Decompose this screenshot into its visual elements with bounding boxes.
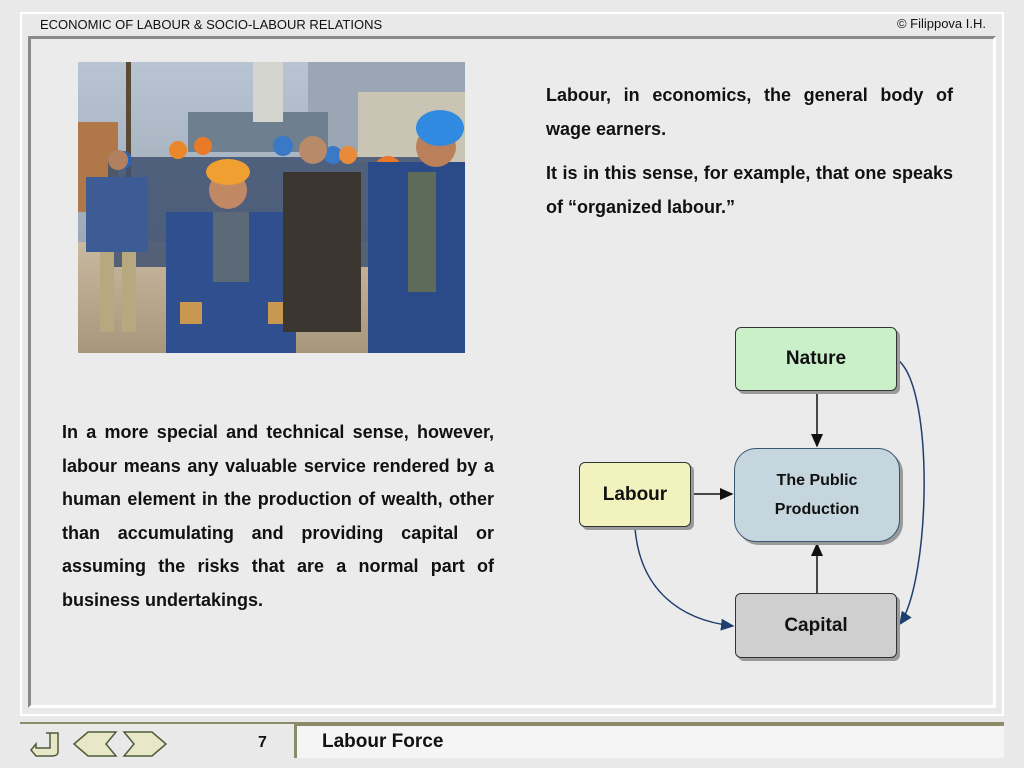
header-copyright: © Filippova I.H. — [896, 16, 986, 31]
workers-photo-icon — [78, 62, 465, 353]
header-title: ECONOMIC OF LABOUR & SOCIO-LABOUR RELATIONS — [40, 17, 383, 32]
return-icon[interactable] — [28, 730, 64, 758]
definition-paragraph-1: Labour, in economics, the general body of wage earners. — [546, 85, 953, 139]
technical-sense-paragraph: In a more special and technical sense, however, labour means any valuable service rendered by a human element in the production of wealth, other than accumulating and providing capital or assuming the risks that are a normal part of business undertakings. — [62, 422, 494, 610]
public-production-line-1: The Public — [776, 472, 858, 489]
footer-title: Labour Force — [322, 731, 444, 752]
definition-paragraph-2: It is in this sense, for example, that one speaks of “organized labour.” — [546, 163, 953, 217]
capital-box: Capital — [735, 593, 897, 658]
prev-arrow-icon[interactable] — [72, 730, 118, 758]
workers-photo — [78, 62, 465, 353]
next-arrow-icon[interactable] — [122, 730, 168, 758]
nature-box: Nature — [735, 327, 897, 391]
page-number: 7 — [258, 734, 267, 751]
labour-box: Labour — [579, 462, 691, 527]
public-production-box — [734, 448, 900, 542]
definition-text-block — [546, 78, 953, 234]
public-production-line-2: Production — [774, 501, 860, 518]
